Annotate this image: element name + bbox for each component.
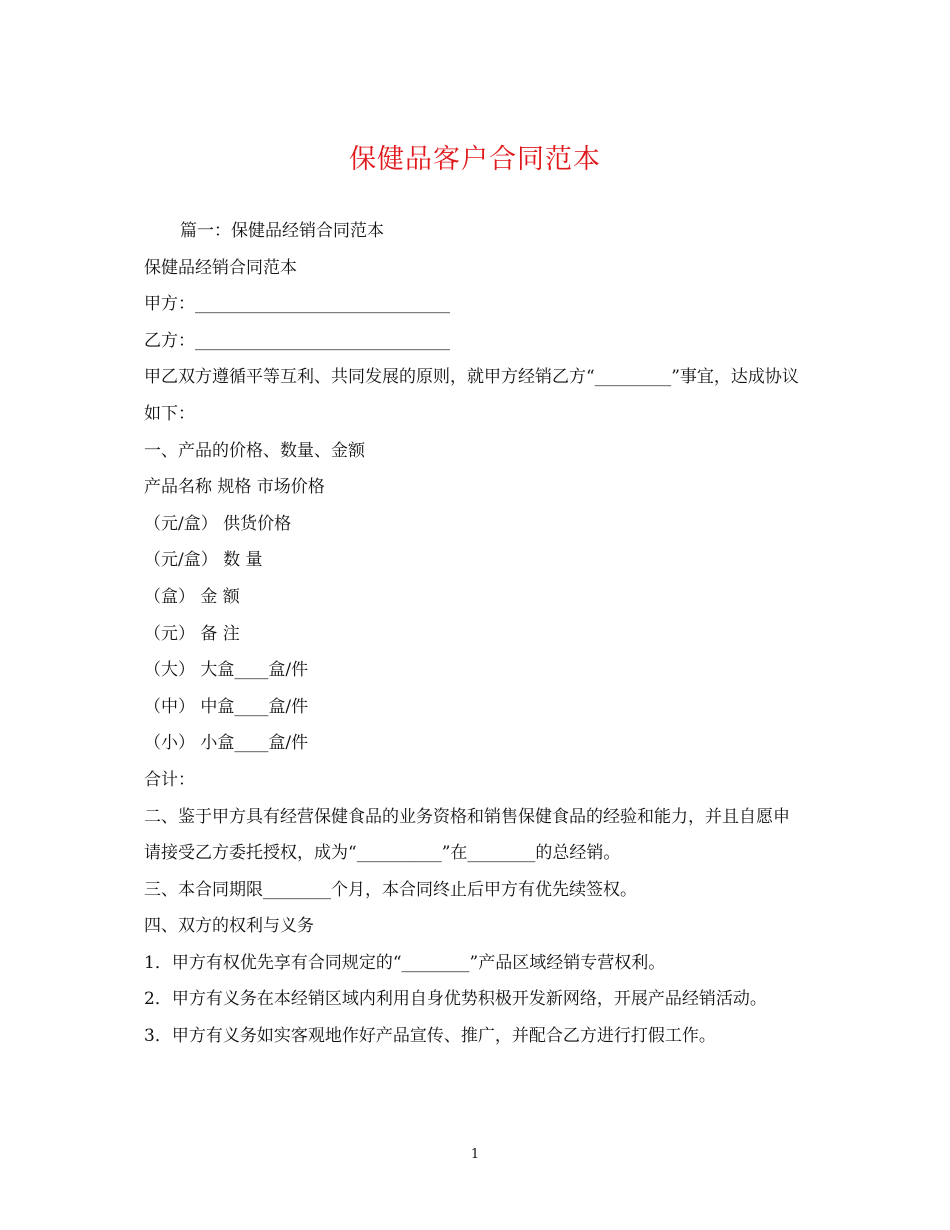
party-a-line: 甲方：______________________________	[144, 294, 450, 315]
product-table-line: （中） 中盒____盒/件	[144, 696, 309, 717]
total-line: 合计：	[144, 769, 195, 790]
product-table-line: 产品名称 规格 市场价格	[144, 477, 325, 498]
product-table-line: （大） 大盒____盒/件	[144, 660, 309, 681]
document-title: 保健品客户合同范本	[349, 144, 601, 175]
product-table-line: （盒） 金 额	[144, 586, 240, 607]
clause-heading-1: 一、产品的价格、数量、金额	[144, 440, 365, 461]
clause-4-item-2: 2．甲方有义务在本经销区域内利用自身优势积极开发新网络，开展产品经销活动。	[144, 989, 767, 1010]
clause-3-paragraph: 三、本合同期限________个月，本合同终止后甲方有优先续签权。	[144, 879, 637, 900]
document-body	[144, 213, 806, 1055]
party-b-line: 乙方：______________________________	[144, 330, 450, 351]
product-table-line: （元/盒） 数 量	[144, 550, 263, 571]
contract-name: 保健品经销合同范本	[144, 257, 297, 278]
preamble-paragraph: 甲乙双方遵循平等互利、共同发展的原则，就甲方经销乙方“_________”事宜，达成协议如下：	[144, 367, 799, 424]
clause-2-paragraph: 二、鉴于甲方具有经营保健食品的业务资格和销售保健食品的经验和能力，并且自愿申请接受乙方委托授权，成为“__________”在________的总经销。	[144, 806, 790, 864]
section-heading: 篇一：保健品经销合同范本	[180, 221, 384, 241]
page-number: 1	[470, 1147, 480, 1162]
clause-4-item-1: 1．甲方有权优先享有合同规定的“________”产品区域经销专营权利。	[144, 952, 666, 973]
product-table-line: （元） 备 注	[144, 623, 240, 644]
clause-heading-4: 四、双方的权利与义务	[144, 916, 314, 937]
product-table-line: （小） 小盒____盒/件	[144, 733, 309, 754]
clause-4-item-3: 3．甲方有义务如实客观地作好产品宣传、推广，并配合乙方进行打假工作。	[144, 1026, 716, 1047]
product-table-line: （元/盒） 供货价格	[144, 513, 292, 534]
